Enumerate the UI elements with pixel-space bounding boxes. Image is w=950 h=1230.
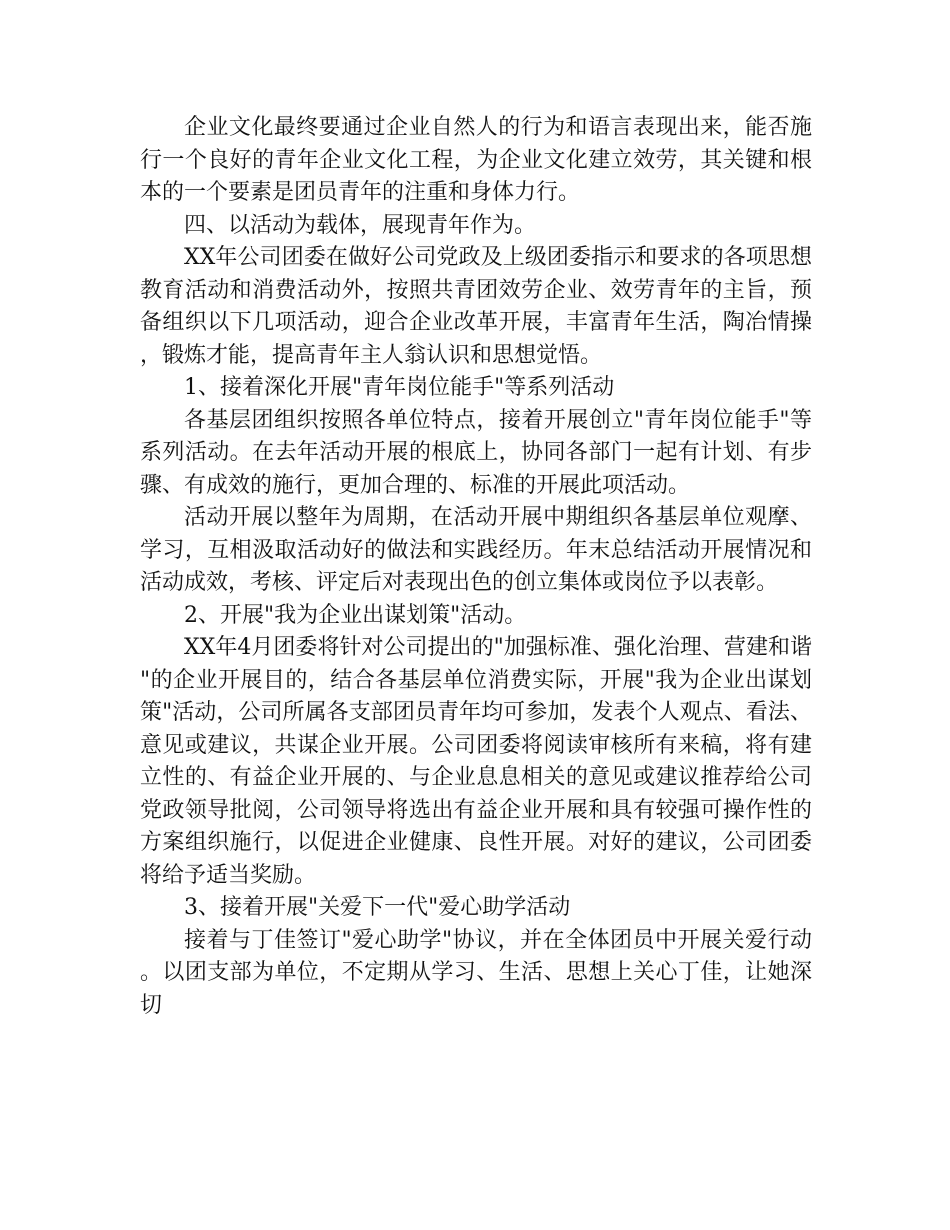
- paragraph-culture-practice: 企业文化最终要通过企业自然人的行为和语言表现出来，能否施行一个良好的青年企业文化工程，为企业文化建立效劳，其关键和根本的一个要素是团员青年的注重和身体力行。: [140, 115, 812, 205]
- item-heading-3: 3、接着开展"关爱下一代"爱心助学活动: [184, 895, 571, 920]
- item-heading-1: 1、接着深化开展"青年岗位能手"等系列活动: [184, 375, 615, 400]
- section-heading-activities: 四、以活动为载体，展现青年作为。: [184, 212, 537, 238]
- paragraph-annual-plan: XX年公司团委在做好公司党政及上级团委指示和要求的各项思想教育活动和消费活动外，按照共青团效劳企业、效劳青年的主旨，预备组织以下几项活动，迎合企业改革开展，丰富青年生活，陶冶情操，锻炼才能，提高青年主人翁认识和思想觉悟。: [140, 245, 812, 368]
- paragraph-item-1-detail: 各基层团组织按照各单位特点，接着开展创立"青年岗位能手"等系列活动。在去年活动开展的根底上，协同各部门一起有计划、有步骤、有成效的施行，更加合理的、标准的开展此项活动。: [140, 407, 812, 498]
- paragraph-item-2-detail: XX年4月团委将针对公司提出的"加强标准、强化治理、营建和谐"的企业开展目的，结合各基层单位消费实际，开展"我为企业出谋划策"活动，公司所属各支部团员青年均可参加，发表个人观点、看法、意见或建议，共谋企业开展。公司团委将阅读审核所有来稿，将有建立性的、有益企业开展的、与企业息息相关的意见或建议推荐给公司党政领导批阅，公司领导将选出有益企业开展和具有较强可操作性的方案组织施行，以促进企业健康、良性开展。对好的建议，公司团委将给予适当奖励。: [140, 635, 812, 888]
- item-heading-2: 2、开展"我为企业出谋划策"活动。: [184, 602, 527, 628]
- document-body: [140, 112, 812, 1022]
- paragraph-item-3-detail: 接着与丁佳签订"爱心助学"协议，并在全体团员中开展关爱行动。以团支部为单位，不定期从学习、生活、思想上关心丁佳，让她深切: [140, 927, 812, 1018]
- paragraph-item-1-schedule: 活动开展以整年为周期，在活动开展中期组织各基层单位观摩、学习，互相汲取活动好的做法和实践经历。年末总结活动开展情况和活动成效，考核、评定后对表现出色的创立集体或岗位予以表彰。: [140, 505, 812, 595]
